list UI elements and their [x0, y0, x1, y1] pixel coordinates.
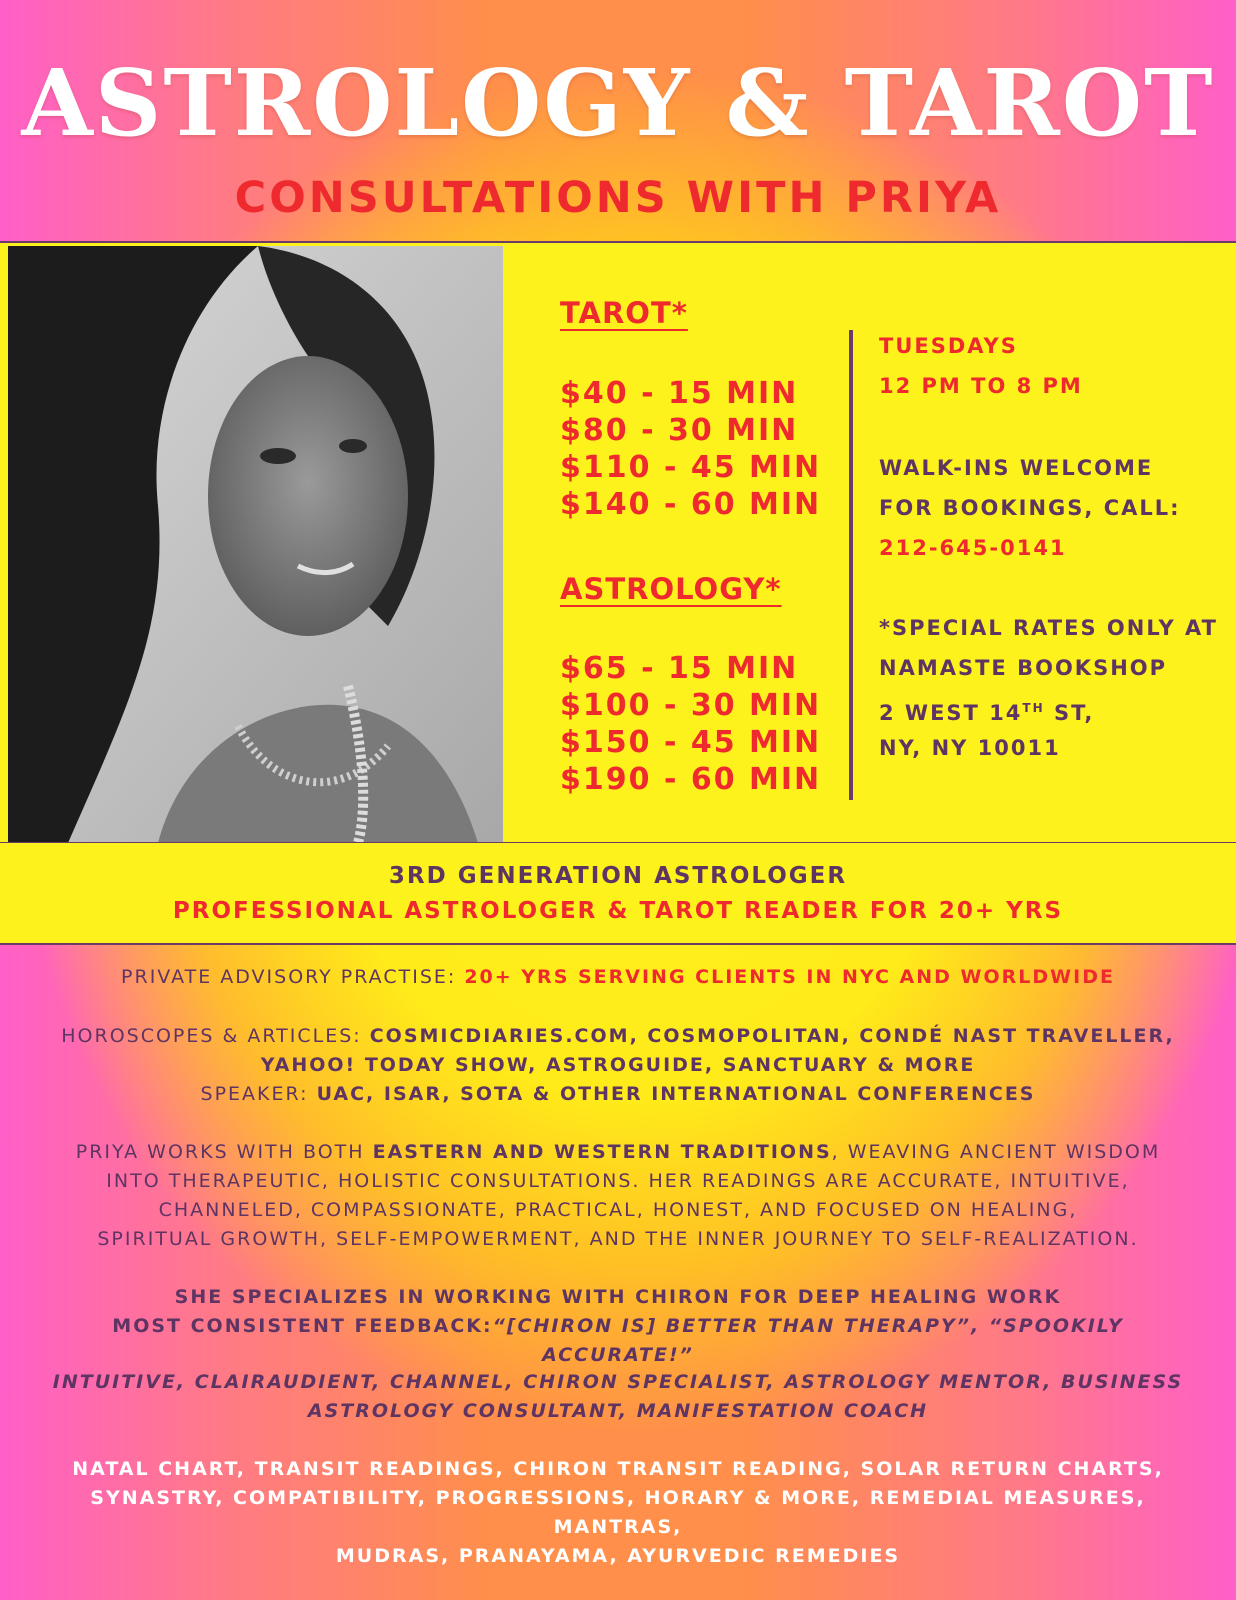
- services-line-2: SYNASTRY, COMPATIBILITY, PROGRESSIONS, HORARY & MORE, REMEDIAL MEASURES, MANTRAS,: [90, 1487, 1146, 1538]
- traditions-line-3: CHANNELED, COMPASSIONATE, PRACTICAL, HONEST, AND FOCUSED ON HEALING,: [158, 1199, 1078, 1221]
- page-title: ASTROLOGY & TAROT: [21, 49, 1215, 157]
- chiron-line: [40, 1283, 1196, 1312]
- horoscopes-line-2: [40, 1051, 1196, 1080]
- venue-name: NAMASTE BOOKSHOP: [879, 656, 1168, 680]
- page-subtitle: CONSULTATIONS WITH PRIYA: [234, 173, 1002, 223]
- feedback-line: [40, 1312, 1196, 1370]
- walkins-text: WALK-INS WELCOME: [879, 456, 1154, 480]
- traditions-line-4: SPIRITUAL GROWTH, SELF-EMPOWERMENT, AND THE INNER JOURNEY TO SELF-REALIZATION.: [97, 1228, 1139, 1250]
- street-number: 2 WEST 14: [879, 701, 1023, 725]
- astrology-price-item: $150 - 45 MIN: [560, 725, 822, 760]
- roles-line-1: INTUITIVE, CLAIRAUDIENT, CHANNEL, CHIRON SPECIALIST, ASTROLOGY MENTOR, BUSINESS: [52, 1371, 1184, 1393]
- roles-block: [40, 1368, 1196, 1426]
- tarot-heading: TAROT*: [560, 296, 688, 330]
- schedule-day: TUESDAYS: [879, 334, 1018, 358]
- portrait-photo: [8, 246, 503, 843]
- astrology-heading: ASTROLOGY*: [560, 572, 782, 606]
- tarot-price-item: $110 - 45 MIN: [560, 450, 822, 485]
- vertical-divider: [849, 330, 853, 800]
- divider-banner-bottom: [0, 943, 1236, 945]
- professional-line: PROFESSIONAL ASTROLOGER & TAROT READER FOR 20+ YRS: [172, 898, 1064, 924]
- astrology-price-item: $100 - 30 MIN: [560, 688, 822, 723]
- advisory-label: PRIVATE ADVISORY PRACTISE:: [121, 966, 465, 988]
- schedule-hours: 12 PM TO 8 PM: [879, 374, 1083, 398]
- astrology-price-item: $190 - 60 MIN: [560, 762, 822, 797]
- tarot-price-item: $80 - 30 MIN: [560, 413, 799, 448]
- traditions-line-2: INTO THERAPEUTIC, HOLISTIC CONSULTATIONS. HER READINGS ARE ACCURATE, INTUITIVE,: [106, 1170, 1130, 1192]
- horoscopes-label: HOROSCOPES & ARTICLES:: [61, 1025, 370, 1047]
- astrology-price-item: $65 - 15 MIN: [560, 651, 799, 686]
- tarot-price-item: $40 - 15 MIN: [560, 376, 799, 411]
- horoscopes-line-1: [40, 1022, 1196, 1051]
- traditions-block: [40, 1138, 1196, 1254]
- astrology-price-list: [560, 650, 821, 798]
- feedback-quote: “[CHIRON IS] BETTER THAN THERAPY”, “SPOOKILY ACCURATE!”: [492, 1315, 1124, 1366]
- speaker-line: [40, 1080, 1196, 1109]
- chiron-block: [40, 1283, 1196, 1370]
- speaker-label: SPEAKER:: [200, 1083, 317, 1105]
- street-name: ST,: [1044, 701, 1095, 725]
- horoscopes-block: [40, 1022, 1196, 1109]
- generation-line: 3RD GENERATION ASTROLOGER: [388, 863, 848, 889]
- phone-number: 212-645-0141: [879, 536, 1067, 560]
- traditions-bold: EASTERN AND WESTERN TRADITIONS: [372, 1141, 832, 1163]
- venue-city: NY, NY 10011: [879, 736, 1061, 760]
- venue-street: [879, 695, 1094, 726]
- portrait-image: [8, 246, 503, 843]
- services-block: [40, 1455, 1196, 1571]
- tarot-price-item: $140 - 60 MIN: [560, 487, 822, 522]
- traditions-intro: PRIYA WORKS WITH BOTH: [75, 1141, 373, 1163]
- horoscopes-value: COSMICDIARIES.COM, COSMOPOLITAN, CONDÉ NAST TRAVELLER,: [369, 1025, 1175, 1047]
- horoscopes-value-2: YAHOO! TODAY SHOW, ASTROGUIDE, SANCTUARY & MORE: [260, 1054, 976, 1076]
- bookings-text: FOR BOOKINGS, CALL:: [879, 496, 1181, 520]
- divider-top: [0, 241, 1236, 243]
- advisory-value: 20+ YRS SERVING CLIENTS IN NYC AND WORLDWIDE: [464, 966, 1115, 988]
- special-rates-note: *SPECIAL RATES ONLY AT: [879, 616, 1218, 640]
- chiron-text: SHE SPECIALIZES IN WORKING WITH CHIRON FOR DEEP HEALING WORK: [174, 1286, 1062, 1308]
- tarot-price-list: [560, 375, 821, 523]
- traditions-line-1: [40, 1138, 1196, 1167]
- street-suffix: TH: [1022, 701, 1045, 715]
- traditions-rest: , WEAVING ANCIENT WISDOM: [831, 1141, 1161, 1163]
- advisory-line: [40, 963, 1196, 992]
- services-line-3: MUDRAS, PRANAYAMA, AYURVEDIC REMEDIES: [335, 1545, 901, 1567]
- speaker-value: UAC, ISAR, SOTA & OTHER INTERNATIONAL CONFERENCES: [316, 1083, 1036, 1105]
- roles-line-2: ASTROLOGY CONSULTANT, MANIFESTATION COACH: [307, 1400, 929, 1422]
- feedback-label: MOST CONSISTENT FEEDBACK:: [112, 1315, 493, 1337]
- credentials-banner: [0, 843, 1236, 943]
- services-line-1: NATAL CHART, TRANSIT READINGS, CHIRON TRANSIT READING, SOLAR RETURN CHARTS,: [72, 1458, 1164, 1480]
